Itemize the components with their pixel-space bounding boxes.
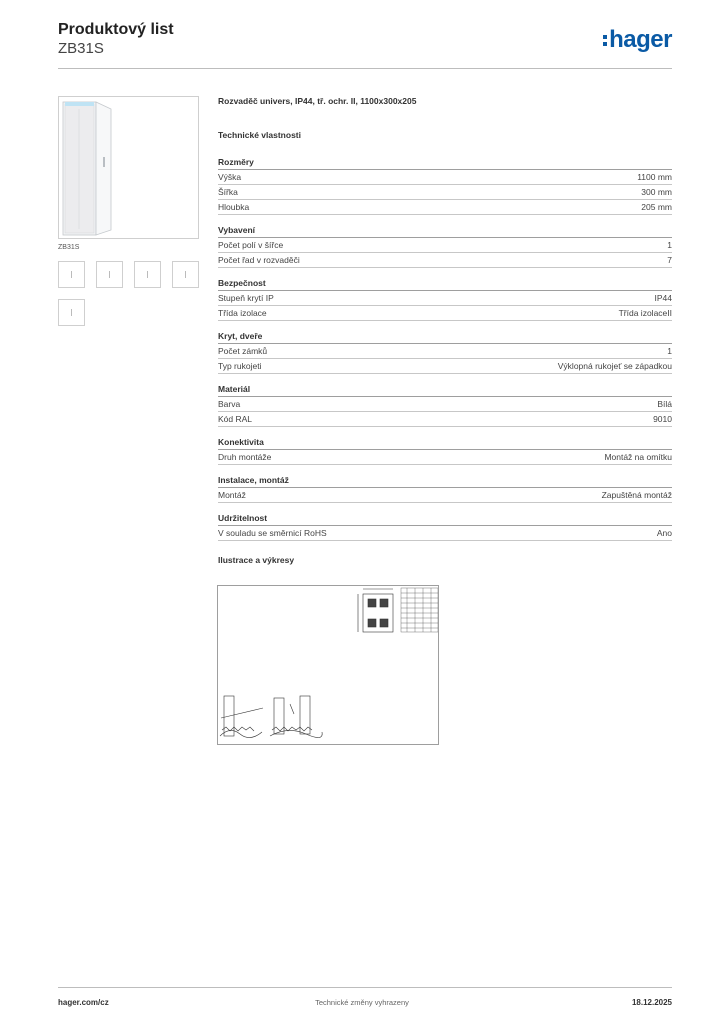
hager-logo[interactable] xyxy=(603,26,672,54)
spec-row xyxy=(218,412,672,427)
group-title: Vybavení xyxy=(218,223,672,238)
group-title: Kryt, dveře xyxy=(218,329,672,344)
thumbnail-5[interactable] xyxy=(58,299,85,326)
spec-label: Výška xyxy=(218,172,242,182)
dimension-table xyxy=(401,588,438,632)
thumbnail-1[interactable] xyxy=(58,261,85,288)
group-connectivity xyxy=(218,435,672,465)
footer-divider xyxy=(58,987,672,988)
spec-value: 300 mm xyxy=(641,187,672,197)
spec-label: Kód RAL xyxy=(218,414,253,424)
group-safety xyxy=(218,276,672,321)
spec-row xyxy=(218,185,672,200)
spec-value: 205 mm xyxy=(641,202,672,212)
cabinet-illustration xyxy=(59,97,198,238)
thumbnail-placeholder-icon xyxy=(71,271,72,278)
installation-sketch xyxy=(220,696,322,738)
page-title: Produktový list xyxy=(58,21,174,38)
spec-row xyxy=(218,238,672,253)
header-divider xyxy=(58,68,672,69)
spec-row xyxy=(218,526,672,541)
group-title: Konektivita xyxy=(218,435,672,450)
spec-row xyxy=(218,291,672,306)
thumbnail-placeholder-icon xyxy=(109,271,110,278)
thumbnail-3[interactable] xyxy=(134,261,161,288)
drawings-svg xyxy=(218,586,438,744)
spec-row xyxy=(218,488,672,503)
spec-label: Druh montáže xyxy=(218,452,272,462)
group-sustainability xyxy=(218,511,672,541)
group-equipment xyxy=(218,223,672,268)
group-title: Rozměry xyxy=(218,155,672,170)
thumbnail-2[interactable] xyxy=(96,261,123,288)
logo-dots-icon xyxy=(603,35,607,46)
spec-value: Zapuštěná montáž xyxy=(601,490,672,500)
product-description: Rozvaděč univers, IP44, tř. ochr. II, 1100x300x205 xyxy=(218,96,417,106)
spec-row xyxy=(218,200,672,215)
spec-label: Stupeň krytí IP xyxy=(218,293,274,303)
group-installation xyxy=(218,473,672,503)
group-title: Instalace, montáž xyxy=(218,473,672,488)
spec-value: Bílá xyxy=(657,399,672,409)
product-code: ZB31S xyxy=(58,40,104,57)
group-title: Udržitelnost xyxy=(218,511,672,526)
spec-row xyxy=(218,359,672,374)
product-main-image[interactable] xyxy=(58,96,199,239)
spec-label: Typ rukojeti xyxy=(218,361,262,371)
spec-value: Montáž na omítku xyxy=(604,452,672,462)
spec-value: IP44 xyxy=(654,293,672,303)
logo-text: hager xyxy=(609,26,672,53)
spec-row xyxy=(218,306,672,321)
spec-value: 9010 xyxy=(653,414,672,424)
illustrations-title: Ilustrace a výkresy xyxy=(218,555,295,565)
spec-value: 1100 mm xyxy=(637,172,672,182)
thumbnail-placeholder-icon xyxy=(147,271,148,278)
dimension-drawing xyxy=(358,589,393,632)
spec-value: Výklopná rukojeť se západkou xyxy=(557,361,672,371)
thumbnail-placeholder-icon xyxy=(185,271,186,278)
spec-row xyxy=(218,170,672,185)
footer-disclaimer: Technické změny vyhrazeny xyxy=(315,998,409,1007)
spec-panel xyxy=(218,96,672,565)
footer-website-link[interactable]: hager.com/cz xyxy=(58,998,109,1007)
spec-value: 1 xyxy=(667,346,672,356)
group-title: Bezpečnost xyxy=(218,276,672,291)
group-title: Materiál xyxy=(218,382,672,397)
spec-label: Počet polí v šířce xyxy=(218,240,284,250)
group-material xyxy=(218,382,672,427)
spec-label: Montáž xyxy=(218,490,246,500)
spec-label: Barva xyxy=(218,399,241,409)
spec-label: Šířka xyxy=(218,187,238,197)
spec-row xyxy=(218,253,672,268)
footer-date: 18.12.2025 xyxy=(631,998,672,1007)
spec-label: Počet zámků xyxy=(218,346,268,356)
thumbnail-placeholder-icon xyxy=(71,309,72,316)
group-cover-doors xyxy=(218,329,672,374)
technical-drawings[interactable] xyxy=(217,585,439,745)
spec-label: Třída izolace xyxy=(218,308,267,318)
spec-value: 7 xyxy=(667,255,672,265)
spec-row xyxy=(218,450,672,465)
spec-row xyxy=(218,397,672,412)
spec-row xyxy=(218,344,672,359)
spec-label: V souladu se směrnicí RoHS xyxy=(218,528,327,538)
spec-label: Počet řad v rozvaděči xyxy=(218,255,300,265)
thumbnail-4[interactable] xyxy=(172,261,199,288)
section-title: Technické vlastnosti xyxy=(218,130,301,140)
spec-value: Ano xyxy=(656,528,672,538)
image-caption: ZB31S xyxy=(58,244,80,251)
spec-value: Třída izolaceII xyxy=(618,308,672,318)
spec-label: Hloubka xyxy=(218,202,250,212)
group-dimensions xyxy=(218,155,672,215)
spec-value: 1 xyxy=(667,240,672,250)
